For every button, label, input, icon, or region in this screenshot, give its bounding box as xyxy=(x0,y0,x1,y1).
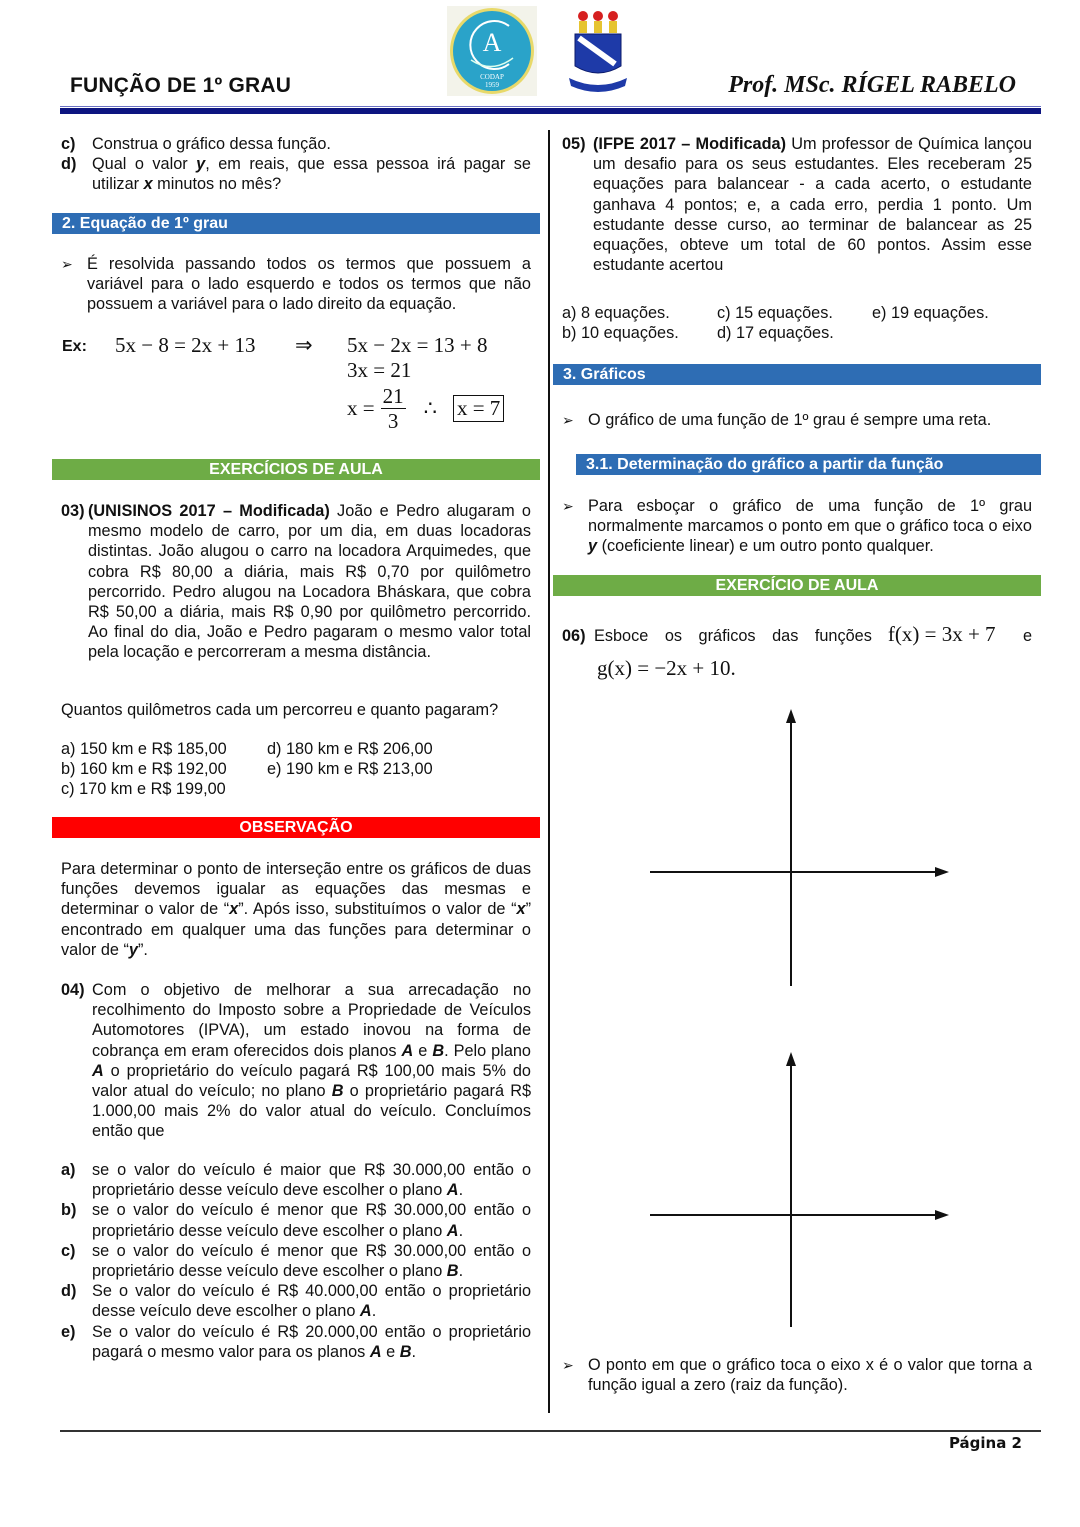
option-a[interactable]: a) 150 km e R$ 185,00 xyxy=(61,740,227,758)
question-04-options xyxy=(61,1160,531,1362)
fraction: $\frac{21}{3}$ xyxy=(382,384,404,433)
option-d[interactable]: d) Se o valor do veículo é R$ 40.000,00 então o proprietário desse veículo deve escolher o plano A. xyxy=(61,1282,531,1321)
question-04: 04) Com o objetivo de melhorar a sua arrecadação no recolhimento do Imposto sobre a Propriedade de Veículos Automotores (IPVA), um estado inovou na forma de cobrança em eram oferecidos dois planos A e B. Pelo plano A o proprietário do veículo pagará R$ 100,00 mais 5% do valor atual do veículo; no plano B o proprietário pagará R$ 1.000,00 mais 2% do valor atual do veículo. Concluímos então que xyxy=(61,981,532,1141)
arrow-bullet-icon: ➢ xyxy=(562,412,574,428)
question-06: 06) Esboce os gráficos das funções f(x) = 3x + 7 e xyxy=(562,622,1032,646)
example-equation: 5x − 8 = 2x + 13 xyxy=(115,333,256,357)
question-05-options xyxy=(562,303,1032,343)
author-name: Prof. MSc. RÍGEL RABELO xyxy=(728,72,1016,98)
section3-bullet: ➢ O gráfico de uma função de 1º grau é sempre uma reta. xyxy=(562,411,992,429)
exercises-heading: EXERCÍCIOS DE AULA xyxy=(52,459,540,480)
option-e[interactable]: e) Se o valor do veículo é R$ 20.000,00 então o proprietário pagará o mesmo valor para os planos A e B. xyxy=(61,1322,531,1361)
item-d: d) Qual o valor y, em reais, que essa pessoa irá pagar se utilizar x minutos no mês? xyxy=(61,155,531,194)
example-label: Ex: xyxy=(62,338,87,355)
exercise-heading: EXERCÍCIO DE AULA xyxy=(553,575,1041,596)
option-b[interactable]: b) 10 equações. xyxy=(562,324,679,343)
svg-text:1959: 1959 xyxy=(485,81,499,89)
codap-logo xyxy=(447,6,537,96)
question-03-options xyxy=(61,739,517,800)
implies-symbol: ⇒ xyxy=(295,333,313,357)
option-e[interactable]: e) 19 equações. xyxy=(872,304,989,322)
arrow-bullet-icon: ➢ xyxy=(61,256,73,272)
codap-letter: A xyxy=(482,28,502,57)
section-heading-equacao: 2. Equação de 1º grau xyxy=(52,213,540,234)
option-c[interactable]: c) se o valor do veículo é menor que R$ 30.000,00 então o proprietário desse veículo deve escolher o plano B. xyxy=(61,1241,531,1281)
cartesian-axes-1[interactable] xyxy=(648,706,952,988)
question-03: 03) (UNISINOS 2017 – Modificada) João e Pedro alugaram o mesmo modelo de carro, por um dia, em duas locadoras distintas. João alugou o carro na locadora Arquimedes, que cobra R$ 80,00 a diária, mais R$ 0,70 por quilômetro percorrido. Pedro alugou na Locadora Bháskara, que cobra R$ 50,00 a diária, mais R$ 0,90 por quilômetro percorrido. Ao final do dia, João e Pedro pagaram o mesmo valor total pela locação e percorreram a mesma distância. xyxy=(61,502,531,662)
arrow-bullet-icon: ➢ xyxy=(562,498,574,514)
document-title: FUNÇÃO DE 1º GRAU xyxy=(70,74,292,97)
option-c[interactable]: c) 170 km e R$ 199,00 xyxy=(61,780,226,799)
section2-bullet: ➢ É resolvida passando todos os termos que possuem a variável para o lado esquerdo e todos os termos que não possuem a variável para o lado direito da equação. xyxy=(61,255,531,314)
page-number: Página 2 xyxy=(948,1434,1022,1452)
example-step2: 3x = 21 xyxy=(347,358,412,382)
observation-text: Para determinar o ponto de interseção entre os gráficos de duas funções devemos igualar as equações das mesmas e determinar o valor de “x”. Após isso, substituímos o valor de “x” encontrado em qualquer uma das funções para determinar o valor de “y”. xyxy=(61,860,531,959)
header-rule-thin xyxy=(60,106,1041,107)
item-c: c) Construa o gráfico dessa função. xyxy=(61,135,331,153)
option-a[interactable]: a) 8 equações. xyxy=(562,304,670,322)
option-e[interactable]: e) 190 km e R$ 213,00 xyxy=(267,760,433,779)
example-step1: 5x − 2x = 13 + 8 xyxy=(347,333,488,357)
subsection-heading: 3.1. Determinação do gráfico a partir da função xyxy=(576,454,1041,475)
final-bullet: ➢ O ponto em que o gráfico toca o eixo x é o valor que torna a função igual a zero (raiz da função). xyxy=(562,1356,1032,1395)
cartesian-axes-2[interactable] xyxy=(648,1050,952,1330)
question-03-prompt: Quantos quilômetros cada um percorreu e quanto pagaram? xyxy=(61,701,499,719)
option-d[interactable]: d) 17 equações. xyxy=(717,324,834,343)
observation-heading: OBSERVAÇÃO xyxy=(52,817,540,838)
example-step3: x = $\frac{21}{3}$ ∴ x = 7 xyxy=(347,384,504,433)
arrow-bullet-icon: ➢ xyxy=(562,1357,574,1373)
option-b[interactable]: b) 160 km e R$ 192,00 xyxy=(61,760,227,779)
option-b[interactable]: b) se o valor do veículo é menor que R$ 30.000,00 então o proprietário desse veículo deve escolher o plano A. xyxy=(61,1201,531,1240)
svg-text:CODAP: CODAP xyxy=(480,73,504,81)
ufs-coat-of-arms-logo xyxy=(565,8,631,96)
option-a[interactable]: a) se o valor do veículo é maior que R$ 30.000,00 então o proprietário desse veículo deve escolher o plano A. xyxy=(61,1161,531,1200)
option-c[interactable]: c) 15 equações. xyxy=(717,304,833,322)
question-05: 05) (IFPE 2017 – Modificada) Um professor de Química lançou um desafio para os seus estudantes. Eles receberam 25 equações para balancear - a cada acerto, o estudante ganhava 4 pontos; e, a cada erro, perdia 1 ponto. Um estudante desse curso, ao terminar de balancear as 25 equações, obteve um total de 60 pontos. Assim esse estudante acertou xyxy=(562,135,1032,275)
footer-rule xyxy=(60,1430,1041,1432)
section-heading-graficos: 3. Gráficos xyxy=(553,364,1041,385)
header-rule-thick xyxy=(60,108,1041,114)
boxed-result: x = 7 xyxy=(453,395,504,422)
carry-over-items xyxy=(61,134,531,195)
column-divider xyxy=(548,130,550,1413)
function-f: f(x) = 3x + 7 xyxy=(887,622,996,646)
option-d[interactable]: d) 180 km e R$ 206,00 xyxy=(267,740,433,758)
function-g: g(x) = −2x + 10. xyxy=(597,656,736,680)
subsection-bullet: ➢ Para esboçar o gráfico de uma função de 1º grau normalmente marcamos o ponto em que o gráfico toca o eixo y (coeficiente linear) e um outro ponto qualquer. xyxy=(562,497,1032,556)
